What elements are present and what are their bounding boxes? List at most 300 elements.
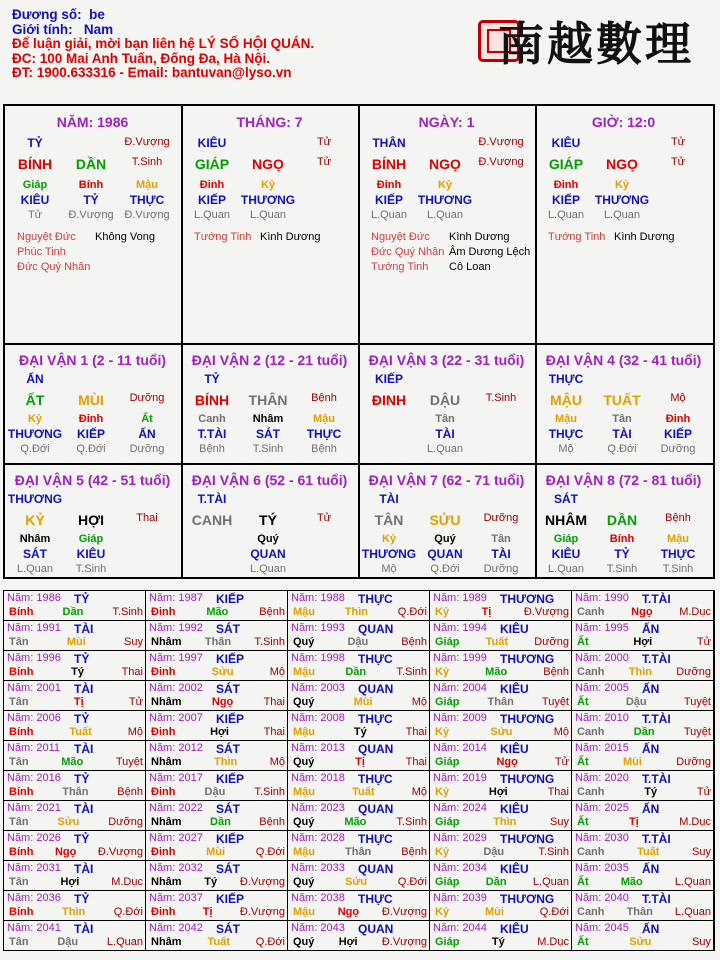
dai-van-state: Bệnh bbox=[665, 512, 691, 524]
pillar-3 bbox=[536, 106, 711, 342]
pillar-main-row bbox=[361, 156, 529, 172]
year-state: Thai bbox=[405, 756, 427, 768]
year-state: L.Quan bbox=[674, 906, 711, 918]
year-pillar-row bbox=[435, 816, 569, 828]
dai-van-main-row bbox=[184, 392, 352, 408]
year-pillar-row bbox=[435, 696, 569, 708]
hidden-cell: KIẾP bbox=[374, 193, 403, 207]
year-chi: Mùi bbox=[622, 756, 642, 768]
star-left: Tướng Tinh bbox=[371, 261, 429, 273]
hidden-cell bbox=[473, 208, 529, 223]
year-label: Năm: 1992 bbox=[149, 622, 203, 634]
year-state: Mộ bbox=[269, 756, 285, 768]
hidden-row bbox=[361, 178, 529, 193]
dai-van-can: ẤT bbox=[25, 392, 45, 408]
year-pillar-row bbox=[293, 906, 427, 918]
hidden-row bbox=[538, 547, 706, 562]
year-cell bbox=[288, 741, 430, 771]
year-god: TÀI bbox=[74, 682, 94, 696]
year-cell bbox=[430, 921, 572, 951]
year-chi: Tý bbox=[71, 666, 84, 678]
year-chi: Dần bbox=[485, 876, 507, 888]
pillar-state-top: Tử bbox=[670, 136, 686, 148]
hidden-row bbox=[184, 193, 352, 208]
year-chi: Dần bbox=[62, 606, 84, 618]
year-cell bbox=[572, 771, 714, 801]
hidden-row bbox=[184, 412, 352, 427]
hidden-row bbox=[538, 178, 706, 193]
hidden-cell bbox=[361, 442, 417, 457]
year-can: Bính bbox=[9, 726, 34, 738]
year-can: Bính bbox=[9, 906, 34, 918]
year-cell bbox=[572, 741, 714, 771]
logo bbox=[478, 8, 718, 71]
dai-van-chi: HỢI bbox=[78, 512, 104, 528]
year-god: QUAN bbox=[358, 742, 394, 756]
year-god: SÁT bbox=[216, 622, 240, 636]
year-can: Kỷ bbox=[435, 906, 450, 918]
year-god: SÁT bbox=[216, 922, 240, 936]
hidden-row bbox=[361, 562, 529, 577]
year-pillar-row bbox=[9, 636, 143, 648]
year-pillar-row bbox=[577, 606, 711, 618]
year-cell bbox=[146, 771, 288, 801]
hidden-cell bbox=[184, 547, 240, 562]
dai-van-chi: SỬU bbox=[429, 512, 461, 528]
year-god: THỰC bbox=[358, 652, 393, 666]
year-god: THƯƠNG bbox=[500, 592, 555, 606]
hidden-cell: Q.Đới bbox=[76, 443, 106, 455]
year-chi: Mùi bbox=[206, 846, 226, 858]
hidden-cell: Quý bbox=[257, 533, 279, 545]
year-label: Năm: 2023 bbox=[291, 802, 345, 814]
hidden-row bbox=[184, 178, 352, 193]
pillar-0 bbox=[5, 106, 180, 342]
pillar-grid bbox=[3, 104, 715, 579]
year-god: ẤN bbox=[642, 682, 660, 696]
year-label: Năm: 2026 bbox=[7, 832, 61, 844]
year-can: Ất bbox=[577, 636, 589, 648]
hidden-cell: THỰC bbox=[548, 427, 584, 441]
year-god: KIẾP bbox=[216, 892, 245, 906]
year-label: Năm: 2009 bbox=[433, 712, 487, 724]
year-god: KIÊU bbox=[500, 862, 529, 876]
hidden-cell: Mộ bbox=[558, 443, 574, 455]
year-god: T.TÀI bbox=[642, 832, 671, 846]
hidden-cell: Kỷ bbox=[27, 413, 43, 425]
year-chi: Tị bbox=[481, 606, 492, 618]
dai-van-can: ĐINH bbox=[371, 392, 407, 408]
dai-van-top: THỰC bbox=[548, 372, 584, 386]
year-chi: Thân bbox=[345, 846, 372, 858]
year-chi: Tị bbox=[629, 816, 639, 828]
header-line-address: ĐC: 100 Mai Anh Tuấn, Đống Đa, Hà Nội. bbox=[12, 50, 271, 66]
hidden-row bbox=[538, 412, 706, 427]
year-state: Đ.Vượng bbox=[381, 906, 427, 918]
year-god: T.TÀI bbox=[642, 712, 671, 726]
year-can: Kỷ bbox=[435, 726, 450, 738]
hidden-cell: L.Quan bbox=[249, 209, 287, 221]
header-line-contact: Để luận giải, mời bạn liên hệ LÝ SỐ HỘI QUÁN. bbox=[12, 36, 315, 52]
year-chi: Thân bbox=[204, 636, 232, 648]
pillar-state-top: Đ.Vượng bbox=[478, 136, 524, 148]
hidden-cell bbox=[296, 562, 352, 577]
year-god: QUAN bbox=[358, 622, 394, 636]
year-state: Đ.Vượng bbox=[239, 906, 285, 918]
year-label: Năm: 2038 bbox=[291, 892, 345, 904]
year-god: KIÊU bbox=[500, 682, 529, 696]
year-state: Dưỡng bbox=[534, 636, 569, 648]
year-pillar-row bbox=[577, 816, 711, 828]
year-state: Thai bbox=[405, 726, 427, 738]
year-chi: Tý bbox=[491, 936, 505, 948]
hidden-cell: Đinh bbox=[199, 179, 225, 191]
year-can: Giáp bbox=[435, 816, 460, 828]
hidden-row bbox=[7, 427, 175, 442]
year-chi: Hợi bbox=[633, 636, 653, 648]
hidden-cell: L.Quan bbox=[426, 209, 464, 221]
year-cell bbox=[4, 591, 146, 621]
year-pillar-row bbox=[293, 636, 427, 648]
year-pillar-row bbox=[577, 756, 711, 768]
year-cell bbox=[4, 621, 146, 651]
hidden-row bbox=[7, 547, 175, 562]
hidden-cell: T.TÀI bbox=[197, 427, 227, 441]
year-chi: Dần bbox=[633, 726, 655, 738]
year-can: Quý bbox=[293, 876, 315, 888]
hidden-cell: Nhâm bbox=[252, 413, 284, 425]
year-cell bbox=[4, 831, 146, 861]
hidden-cell: THƯƠNG bbox=[417, 193, 473, 207]
hidden-cell: L.Quan bbox=[426, 443, 464, 455]
hidden-cell bbox=[473, 442, 529, 457]
hidden-cell bbox=[650, 178, 706, 193]
year-label: Năm: 2045 bbox=[575, 922, 629, 934]
year-cell bbox=[4, 861, 146, 891]
year-cell bbox=[288, 771, 430, 801]
year-god: KIÊU bbox=[500, 622, 529, 636]
hidden-cell: TÀI bbox=[435, 427, 455, 441]
year-state: Suy bbox=[692, 846, 711, 858]
dai-van-chi: THÂN bbox=[248, 392, 288, 408]
star-left: Tướng Tinh bbox=[194, 231, 252, 243]
year-can: Canh bbox=[577, 846, 605, 858]
year-pillar-row bbox=[435, 936, 569, 948]
star-right: Cô Loan bbox=[449, 261, 491, 273]
year-pillar-row bbox=[435, 876, 569, 888]
header-line-name: Đương số: be bbox=[12, 7, 105, 22]
year-can: Nhâm bbox=[151, 636, 182, 648]
year-cell bbox=[146, 681, 288, 711]
year-cell bbox=[288, 921, 430, 951]
hidden-cell bbox=[296, 547, 352, 562]
year-label: Năm: 1995 bbox=[575, 622, 629, 634]
year-chi: Tuất bbox=[69, 726, 92, 738]
year-state: Q.Đới bbox=[113, 906, 143, 918]
year-state: Đ.Vượng bbox=[523, 606, 569, 618]
year-god: KIÊU bbox=[500, 802, 529, 816]
year-chi: Tuất bbox=[207, 936, 230, 948]
pillar-2 bbox=[359, 106, 534, 342]
year-pillar-row bbox=[577, 726, 711, 738]
year-state: Suy bbox=[692, 936, 711, 948]
year-state: L.Quan bbox=[106, 936, 143, 948]
year-state: Dưỡng bbox=[108, 816, 143, 828]
year-state: T.Sinh bbox=[254, 636, 285, 648]
year-label: Năm: 2030 bbox=[575, 832, 629, 844]
hidden-cell: Q.Đới bbox=[430, 563, 460, 575]
year-chi: Thìn bbox=[214, 756, 238, 768]
hidden-cell: Dưỡng bbox=[483, 563, 519, 575]
pillar-heading-row bbox=[361, 136, 529, 150]
hidden-cell: Tân bbox=[435, 413, 455, 425]
year-label: Năm: 2029 bbox=[433, 832, 487, 844]
year-chi: Dậu bbox=[483, 846, 505, 858]
year-label: Năm: 2036 bbox=[7, 892, 61, 904]
year-cell bbox=[288, 681, 430, 711]
year-label: Năm: 2024 bbox=[433, 802, 487, 814]
dai-van-state: T.Sinh bbox=[485, 392, 517, 404]
year-pillar-row bbox=[9, 906, 143, 918]
year-chi: Thân bbox=[626, 906, 653, 918]
year-god: KIÊU bbox=[500, 922, 529, 936]
dai-van-chi: TUẤT bbox=[603, 392, 641, 408]
hidden-cell: THỰC bbox=[660, 547, 696, 561]
logo-text: 南越數理 bbox=[498, 17, 694, 71]
year-can: Tân bbox=[9, 876, 29, 888]
dai-van-top: T.TÀI bbox=[197, 492, 227, 506]
year-cell bbox=[4, 801, 146, 831]
year-label: Năm: 2039 bbox=[433, 892, 487, 904]
year-state: Mộ bbox=[411, 786, 427, 798]
year-can: Canh bbox=[577, 606, 605, 618]
dai-van-god bbox=[184, 372, 352, 386]
year-god: T.TÀI bbox=[642, 772, 671, 786]
year-can: Giáp bbox=[435, 696, 460, 708]
year-label: Năm: 2000 bbox=[575, 652, 629, 664]
blank bbox=[63, 136, 119, 150]
year-can: Ất bbox=[577, 936, 589, 948]
hidden-cell bbox=[473, 427, 529, 442]
hidden-cell bbox=[296, 208, 352, 223]
hidden-cell: Mậu bbox=[667, 533, 689, 545]
hidden-cell: T.Sinh bbox=[75, 563, 107, 575]
hidden-cell bbox=[184, 562, 240, 577]
star-left: Phúc Tinh bbox=[17, 246, 66, 258]
year-can: Ất bbox=[577, 696, 589, 708]
dai-van-main-row bbox=[7, 392, 175, 408]
year-cell bbox=[572, 801, 714, 831]
hidden-cell bbox=[296, 193, 352, 208]
year-can: Đinh bbox=[151, 606, 176, 618]
year-cell bbox=[146, 921, 288, 951]
year-can: Ất bbox=[577, 816, 589, 828]
year-god: QUAN bbox=[358, 862, 394, 876]
year-state: Bệnh bbox=[259, 816, 285, 828]
hidden-cell: Kỷ bbox=[381, 533, 397, 545]
hidden-cell: KIẾP bbox=[551, 193, 580, 207]
hidden-cell: Mậu bbox=[555, 413, 577, 425]
year-label: Năm: 2019 bbox=[433, 772, 487, 784]
hidden-row bbox=[361, 427, 529, 442]
year-state: Tuyệt bbox=[115, 756, 143, 768]
year-cell bbox=[288, 891, 430, 921]
year-pillar-row bbox=[435, 756, 569, 768]
pillar-god: TỶ bbox=[27, 136, 43, 150]
hidden-cell: T.Sinh bbox=[606, 563, 638, 575]
year-god: KIẾP bbox=[216, 772, 245, 786]
hidden-row bbox=[538, 532, 706, 547]
dai-van-top: TÀI bbox=[379, 492, 399, 506]
year-pillar-row bbox=[293, 756, 427, 768]
year-state: Tử bbox=[554, 756, 569, 768]
hidden-cell: THƯƠNG bbox=[240, 193, 296, 207]
hidden-row bbox=[538, 442, 706, 457]
hidden-cell: Giáp bbox=[553, 533, 579, 545]
year-label: Năm: 2008 bbox=[291, 712, 345, 724]
hidden-cell: Tử bbox=[27, 209, 43, 221]
hidden-row bbox=[184, 562, 352, 577]
dai-van-chi: MÙI bbox=[78, 392, 104, 408]
hidden-row bbox=[7, 532, 175, 547]
year-can: Quý bbox=[293, 636, 315, 648]
hidden-cell: Q.Đới bbox=[607, 443, 637, 455]
year-god: T.TÀI bbox=[642, 592, 671, 606]
year-god: THƯƠNG bbox=[500, 892, 555, 906]
year-cell bbox=[146, 831, 288, 861]
year-cell bbox=[4, 771, 146, 801]
year-state: Tử bbox=[696, 636, 711, 648]
year-cell bbox=[430, 741, 572, 771]
year-state: Bệnh bbox=[259, 606, 285, 618]
hidden-cell: Tân bbox=[612, 413, 632, 425]
year-cell bbox=[572, 711, 714, 741]
year-can: Quý bbox=[293, 696, 315, 708]
hidden-cell: L.Quan bbox=[193, 209, 231, 221]
year-chi: Hợi bbox=[338, 936, 358, 948]
star-left: Tướng Tinh bbox=[548, 231, 606, 243]
year-state: Suy bbox=[550, 816, 569, 828]
year-pillar-row bbox=[577, 786, 711, 798]
year-label: Năm: 1988 bbox=[291, 592, 345, 604]
year-cell bbox=[430, 861, 572, 891]
year-god: THƯƠNG bbox=[500, 652, 555, 666]
year-pillar-row bbox=[9, 666, 143, 678]
year-god: KIẾP bbox=[216, 592, 245, 606]
year-chi: Dậu bbox=[347, 636, 369, 648]
year-label: Năm: 1989 bbox=[433, 592, 487, 604]
hidden-cell bbox=[361, 427, 417, 442]
year-chi: Dần bbox=[210, 816, 231, 828]
hidden-cell: Bệnh bbox=[199, 443, 225, 455]
year-can: Quý bbox=[293, 936, 315, 948]
year-cell bbox=[146, 711, 288, 741]
year-cell bbox=[4, 921, 146, 951]
dai-van-chi: DẦN bbox=[606, 512, 638, 528]
year-chi: Ngọ bbox=[496, 756, 518, 768]
dai-van-state: Dưỡng bbox=[129, 392, 165, 404]
year-cell bbox=[572, 621, 714, 651]
year-chi: Thân bbox=[487, 696, 514, 708]
hidden-cell bbox=[473, 193, 529, 208]
hidden-cell: TỶ bbox=[614, 547, 630, 561]
year-pillar-row bbox=[293, 666, 427, 678]
year-can: Kỷ bbox=[435, 846, 450, 858]
pillar-heading-row bbox=[184, 136, 352, 150]
pillar-can: GIÁP bbox=[194, 156, 230, 172]
dai-van-god bbox=[7, 372, 175, 386]
year-god: QUAN bbox=[358, 802, 394, 816]
year-state: Bệnh bbox=[401, 846, 427, 858]
year-can: Canh bbox=[577, 726, 605, 738]
year-can: Canh bbox=[577, 906, 605, 918]
pillar-can: GIÁP bbox=[548, 156, 584, 172]
blank bbox=[240, 136, 296, 150]
year-pillar-row bbox=[151, 846, 285, 858]
dai-van-1 bbox=[5, 344, 180, 462]
year-can: Nhâm bbox=[151, 936, 182, 948]
dai-van-main-row bbox=[184, 512, 352, 528]
year-label: Năm: 2043 bbox=[291, 922, 345, 934]
year-can: Ất bbox=[577, 876, 589, 888]
year-state: Q.Đới bbox=[539, 906, 569, 918]
dai-van-title: ĐẠI VẬN 1 (2 - 11 tuổi) bbox=[18, 352, 167, 368]
year-state: Bệnh bbox=[117, 786, 143, 798]
year-pillar-row bbox=[435, 846, 569, 858]
dai-van-main-row bbox=[361, 392, 529, 408]
year-label: Năm: 2028 bbox=[291, 832, 345, 844]
hidden-cell: Giáp bbox=[22, 179, 48, 191]
year-cell bbox=[572, 921, 714, 951]
hidden-cell: KIẾP bbox=[197, 193, 226, 207]
dai-van-title: ĐẠI VẬN 6 (52 - 61 tuổi) bbox=[191, 472, 348, 488]
year-can: Mậu bbox=[293, 726, 315, 738]
year-can: Canh bbox=[577, 786, 605, 798]
hidden-cell: Kỷ bbox=[614, 179, 630, 191]
year-pillar-row bbox=[151, 816, 285, 828]
year-state: T.Sinh bbox=[254, 786, 285, 798]
year-chi: Tị bbox=[202, 906, 213, 918]
year-can: Quý bbox=[293, 756, 315, 768]
year-cell bbox=[430, 681, 572, 711]
year-god: ẤN bbox=[642, 802, 660, 816]
year-pillar-row bbox=[151, 786, 285, 798]
year-god: THỰC bbox=[358, 712, 393, 726]
pillar-title: NGÀY: 1 bbox=[418, 114, 475, 130]
hidden-cell: QUAN bbox=[427, 547, 463, 561]
year-state: Mộ bbox=[411, 696, 427, 708]
year-pillar-row bbox=[435, 666, 569, 678]
year-can: Bính bbox=[9, 846, 34, 858]
year-chi: Tuất bbox=[352, 786, 375, 798]
pillar-state: Đ.Vượng bbox=[478, 156, 524, 168]
year-label: Năm: 2022 bbox=[149, 802, 203, 814]
year-god: KIẾP bbox=[216, 832, 245, 846]
pillar-chi: DẦN bbox=[75, 156, 107, 172]
year-cell bbox=[430, 591, 572, 621]
year-can: Tân bbox=[9, 756, 29, 768]
year-pillar-row bbox=[435, 636, 569, 648]
year-god: THỰC bbox=[358, 892, 393, 906]
year-god: TỶ bbox=[74, 652, 90, 666]
year-state: Mộ bbox=[269, 666, 285, 678]
year-label: Năm: 2034 bbox=[433, 862, 487, 874]
year-god: TỶ bbox=[74, 712, 90, 726]
year-pillar-row bbox=[577, 936, 711, 948]
year-state: Mộ bbox=[127, 726, 143, 738]
year-can: Đinh bbox=[151, 726, 176, 738]
year-state: Suy bbox=[124, 636, 143, 648]
